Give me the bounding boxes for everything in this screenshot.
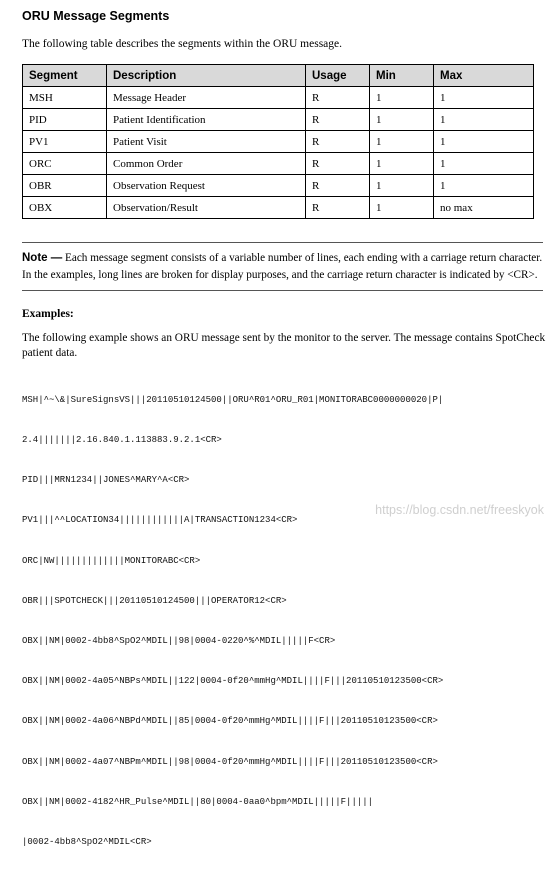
code-line: MSH|^~\&|SureSignsVS|||20110510124500||ORU^R01^ORU_R01|MONITORABC0000000020|P| — [22, 394, 444, 405]
code-line: 2.4|||||||2.16.840.1.113883.9.2.1<CR> — [22, 435, 222, 446]
hl7-message-code-block — [22, 367, 443, 876]
code-line: OBX||NM|0002-4bb8^SpO2^MDIL||98|0004-0220^%^MDIL|||||F<CR> — [22, 636, 336, 647]
cell-max: 1 — [434, 109, 534, 131]
code-line: OBX||NM|0002-4a05^NBPs^MDIL||122|0004-0f20^mmHg^MDIL||||F|||20110510123500<CR> — [22, 676, 444, 687]
code-line: OBX||NM|0002-4a06^NBPd^MDIL||85|0004-0f20^mmHg^MDIL||||F|||20110510123500<CR> — [22, 716, 438, 727]
cell-segment: OBX — [23, 197, 107, 219]
segments-table — [22, 64, 534, 219]
code-line: OBX||NM|0002-4a07^NBPm^MDIL||98|0004-0f20^mmHg^MDIL||||F|||20110510123500<CR> — [22, 756, 438, 767]
cell-description: Message Header — [107, 87, 306, 109]
watermark-url: https://blog.csdn.net/freeskyok — [375, 503, 544, 517]
table-row — [23, 87, 534, 109]
cell-segment: PV1 — [23, 131, 107, 153]
note-bottom-divider — [22, 290, 543, 291]
header-segment: Segment — [23, 65, 107, 87]
cell-min: 1 — [370, 197, 434, 219]
note-text: Each message segment consists of a variable number of lines, each ending with a carriage return character. In the examples, long lines are broken for display purposes, and the carriage return character is indicated by <CR>. — [22, 252, 543, 281]
cell-usage: R — [306, 153, 370, 175]
note-label: Note — — [22, 252, 63, 264]
cell-max: 1 — [434, 153, 534, 175]
table-row — [23, 153, 534, 175]
cell-usage: R — [306, 109, 370, 131]
cell-segment: ORC — [23, 153, 107, 175]
table-row — [23, 197, 534, 219]
cell-max: 1 — [434, 87, 534, 109]
cell-min: 1 — [370, 175, 434, 197]
table-row — [23, 175, 534, 197]
cell-description: Patient Identification — [107, 109, 306, 131]
code-line: OBX||NM|0002-4182^HR_Pulse^MDIL||80|0004-0aa0^bpm^MDIL|||||F||||| — [22, 796, 374, 807]
cell-segment: PID — [23, 109, 107, 131]
intro-paragraph: The following table describes the segments within the ORU message. — [22, 38, 343, 50]
header-description: Description — [107, 65, 306, 87]
table-header-row — [23, 65, 534, 87]
table-row — [23, 131, 534, 153]
cell-description: Patient Visit — [107, 131, 306, 153]
header-max: Max — [434, 65, 534, 87]
cell-segment: OBR — [23, 175, 107, 197]
cell-max: 1 — [434, 131, 534, 153]
cell-description: Observation Request — [107, 175, 306, 197]
cell-min: 1 — [370, 153, 434, 175]
cell-usage: R — [306, 175, 370, 197]
header-usage: Usage — [306, 65, 370, 87]
code-line: ORC|NW|||||||||||||MONITORABC<CR> — [22, 555, 201, 566]
cell-segment: MSH — [23, 87, 107, 109]
cell-description: Observation/Result — [107, 197, 306, 219]
code-line: PV1|||^^LOCATION34||||||||||||A|TRANSACTION1234<CR> — [22, 515, 298, 526]
section-title: ORU Message Segments — [22, 9, 170, 23]
code-line: OBR|||SPOTCHECK|||20110510124500|||OPERATOR12<CR> — [22, 595, 287, 606]
cell-description: Common Order — [107, 153, 306, 175]
code-line: PID|||MRN1234||JONES^MARY^A<CR> — [22, 475, 190, 486]
table-row — [23, 109, 534, 131]
examples-heading: Examples: — [22, 308, 74, 320]
note-paragraph — [22, 250, 547, 284]
cell-usage: R — [306, 87, 370, 109]
note-top-divider — [22, 242, 543, 243]
examples-paragraph: The following example shows an ORU message sent by the monitor to the server. The message contains SpotCheck patient data. — [22, 332, 546, 359]
cell-max: 1 — [434, 175, 534, 197]
header-min: Min — [370, 65, 434, 87]
cell-min: 1 — [370, 109, 434, 131]
cell-usage: R — [306, 197, 370, 219]
cell-usage: R — [306, 131, 370, 153]
cell-min: 1 — [370, 131, 434, 153]
cell-max: no max — [434, 197, 534, 219]
code-line: |0002-4bb8^SpO2^MDIL<CR> — [22, 837, 152, 848]
cell-min: 1 — [370, 87, 434, 109]
